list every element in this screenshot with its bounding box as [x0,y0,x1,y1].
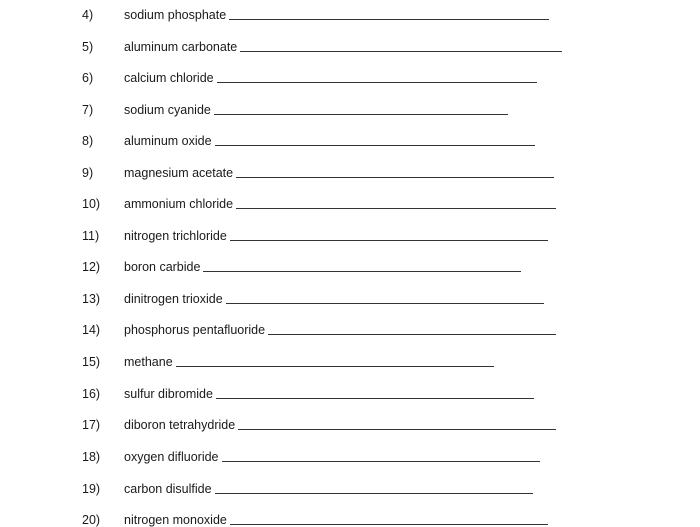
question-12 [82,254,521,274]
answer-blank[interactable] [203,271,521,272]
question-number: 13) [82,292,101,306]
answer-blank[interactable] [236,177,554,178]
question-number: 9) [82,166,94,180]
answer-blank[interactable] [215,145,535,146]
answer-blank[interactable] [214,114,508,115]
question-19 [82,476,533,496]
question-number: 17) [82,418,101,432]
question-11 [82,223,548,243]
question-number: 20) [82,513,101,527]
compound-name: calcium chloride [124,71,214,85]
compound-name: sodium phosphate [124,8,227,22]
compound-name: diboron tetrahydride [124,418,236,432]
question-number: 19) [82,482,101,496]
question-8 [82,128,535,148]
question-5 [82,34,562,54]
question-16 [82,381,534,401]
answer-blank[interactable] [229,19,549,20]
compound-name: boron carbide [124,260,201,274]
compound-name: nitrogen trichloride [124,229,227,243]
question-18 [82,444,540,464]
compound-name: oxygen difluoride [124,450,219,464]
question-number: 5) [82,40,94,54]
question-number: 12) [82,260,101,274]
question-15 [82,349,494,369]
answer-blank[interactable] [222,461,540,462]
question-14 [82,317,556,337]
question-9 [82,160,554,180]
compound-name: magnesium acetate [124,166,234,180]
question-10 [82,191,556,211]
question-number: 11) [82,229,100,243]
question-4 [82,2,549,22]
compound-name: dinitrogen trioxide [124,292,223,306]
answer-blank[interactable] [176,366,494,367]
compound-name: nitrogen monoxide [124,513,227,527]
question-number: 18) [82,450,101,464]
compound-name: aluminum oxide [124,134,212,148]
compound-name: ammonium chloride [124,197,234,211]
compound-name: aluminum carbonate [124,40,238,54]
answer-blank[interactable] [226,303,544,304]
compound-name: methane [124,355,173,369]
question-number: 8) [82,134,94,148]
question-6 [82,65,537,85]
compound-name: phosphorus pentafluoride [124,323,266,337]
answer-blank[interactable] [268,334,556,335]
answer-blank[interactable] [215,493,533,494]
question-number: 10) [82,197,101,211]
compound-name: carbon disulfide [124,482,212,496]
answer-blank[interactable] [236,208,556,209]
question-13 [82,286,544,306]
answer-blank[interactable] [240,51,562,52]
question-number: 14) [82,323,101,337]
question-17 [82,412,556,432]
answer-blank[interactable] [217,82,537,83]
question-number: 7) [82,103,94,117]
answer-blank[interactable] [216,398,534,399]
question-number: 4) [82,8,94,22]
question-7 [82,97,508,117]
answer-blank[interactable] [238,429,556,430]
question-number: 6) [82,71,94,85]
answer-blank[interactable] [230,240,548,241]
compound-name: sulfur dibromide [124,387,213,401]
question-number: 16) [82,387,101,401]
question-20 [82,507,548,527]
question-number: 15) [82,355,101,369]
compound-name: sodium cyanide [124,103,211,117]
